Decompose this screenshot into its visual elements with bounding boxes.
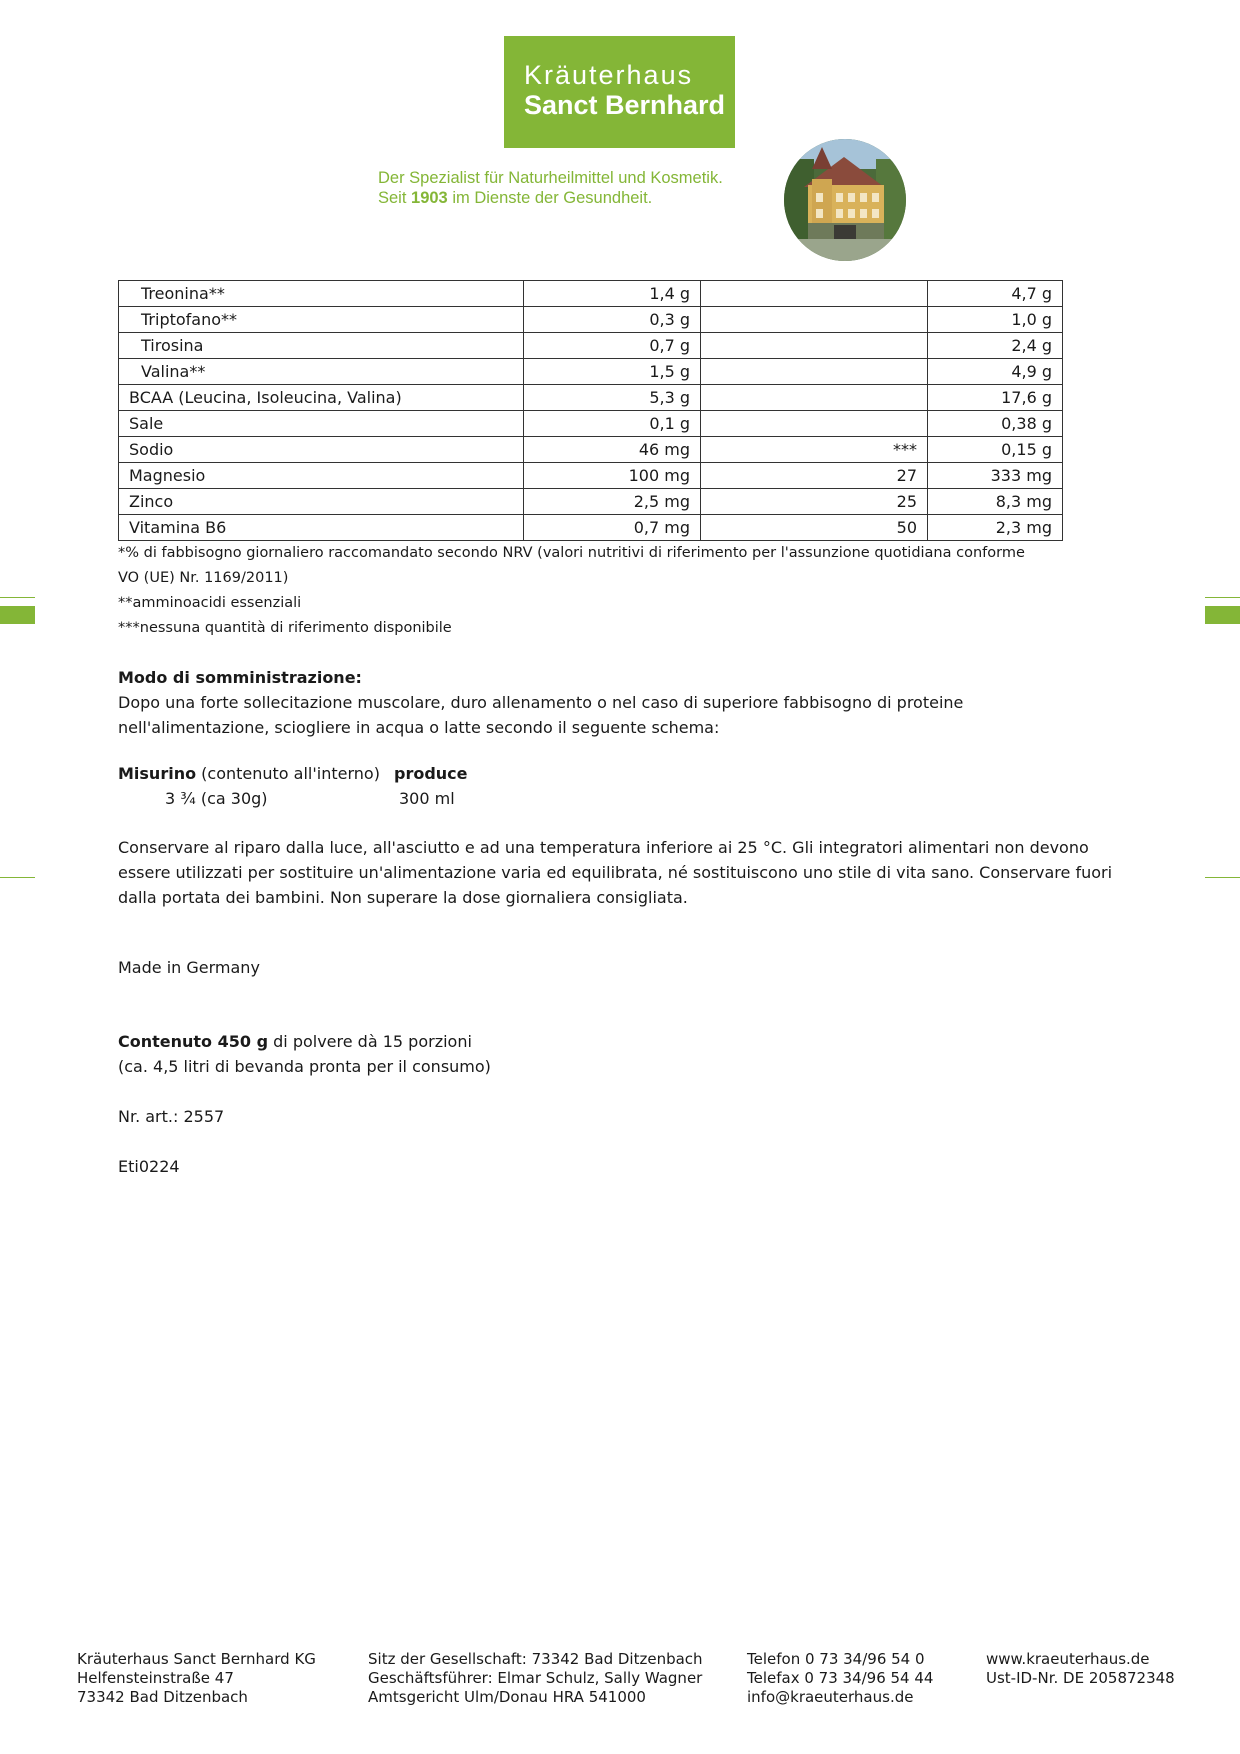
nutrient-name: Tirosina [119, 333, 524, 359]
table-row [119, 333, 1063, 359]
per-portion-value: 46 mg [524, 437, 701, 463]
storage-section [118, 835, 1112, 910]
tagline-line2: Seit 1903 im Dienste der Gesundheit. [378, 189, 653, 207]
brand-name-line2: Sanct Bernhard [524, 90, 726, 120]
nutrient-name: Vitamina B6 [119, 515, 524, 541]
nutrition-table [118, 280, 1063, 541]
nrv-value [701, 333, 928, 359]
nutrient-name: Magnesio [119, 463, 524, 489]
per-portion-value: 0,7 mg [524, 515, 701, 541]
article-number: Nr. art.: 2557 [118, 1107, 225, 1126]
contents-portions: di polvere dà 15 porzioni [268, 1032, 472, 1051]
per-portion-value: 5,3 g [524, 385, 701, 411]
scoop-note: (contenuto all'interno) [196, 764, 380, 783]
footnote-no-reference: ***nessuna quantità di riferimento disponibile [118, 620, 452, 636]
nutrient-name: Triptofano** [119, 307, 524, 333]
per-100g-value: 0,38 g [928, 411, 1063, 437]
founding-year: 1903 [411, 189, 448, 207]
table-row [119, 515, 1063, 541]
nrv-value: *** [701, 437, 928, 463]
right-marker-line [1205, 597, 1240, 598]
nutrient-name: Sodio [119, 437, 524, 463]
nrv-value [701, 281, 928, 307]
nutrient-name: Valina** [119, 359, 524, 385]
per-100g-value: 0,15 g [928, 437, 1063, 463]
nrv-value [701, 411, 928, 437]
per-100g-value: 2,3 mg [928, 515, 1063, 541]
table-row [119, 281, 1063, 307]
footer-contact [747, 1650, 933, 1707]
nrv-value: 25 [701, 489, 928, 515]
footer-company [77, 1650, 316, 1707]
footer-legal [368, 1650, 703, 1707]
administration-section [118, 665, 963, 740]
storage-line1: Conservare al riparo dalla luce, all'asciutto e ad una temperatura inferiore ai 25 °C. Gli integratori alimentari non devono [118, 838, 1089, 857]
produces-label: produce [394, 764, 468, 783]
administration-line1: Dopo una forte sollecitazione muscolare, duro allenamento o nel caso di superiore fabbisogno di proteine [118, 693, 964, 712]
left-marker-block [0, 606, 35, 624]
footer-email[interactable]: info@kraeuterhaus.de [747, 1688, 914, 1706]
nrv-value [701, 307, 928, 333]
storage-line2: essere utilizzati per sostituire un'alimentazione varia ed equilibrata, né sostituiscono uno stile di vita sano. Conservare fuori [118, 863, 1113, 882]
per-portion-value: 1,5 g [524, 359, 701, 385]
storage-line3: dalla portata dei bambini. Non superare la dose giornaliera consigliata. [118, 888, 688, 907]
nrv-value [701, 359, 928, 385]
left-marker-line [0, 597, 35, 598]
footer-registered-office: Sitz der Gesellschaft: 73342 Bad Ditzenbach [368, 1650, 703, 1668]
per-100g-value: 1,0 g [928, 307, 1063, 333]
per-portion-value: 0,7 g [524, 333, 701, 359]
footer-street: Helfensteinstraße 47 [77, 1669, 234, 1687]
produces-amount: 300 ml [399, 789, 455, 808]
label-code: Eti0224 [118, 1157, 180, 1176]
left-fold-line [0, 877, 35, 878]
footer-web [986, 1650, 1175, 1688]
administration-heading: Modo di somministrazione: [118, 668, 362, 687]
table-row [119, 437, 1063, 463]
nrv-value: 50 [701, 515, 928, 541]
footnote-nrv-line1: *% di fabbisogno giornaliero raccomandato secondo NRV (valori nutritivi di riferimento per l'assunzione quotidiana conforme [118, 545, 1025, 561]
footer-court-register: Amtsgericht Ulm/Donau HRA 541000 [368, 1688, 646, 1706]
origin: Made in Germany [118, 958, 260, 977]
table-row [119, 385, 1063, 411]
footer-managing-directors: Geschäftsführer: Elmar Schulz, Sally Wagner [368, 1669, 703, 1687]
per-100g-value: 4,7 g [928, 281, 1063, 307]
table-row [119, 463, 1063, 489]
per-portion-value: 0,1 g [524, 411, 701, 437]
brand-name-line1: Kräuterhaus [524, 60, 694, 90]
footer-city: 73342 Bad Ditzenbach [77, 1688, 248, 1706]
nrv-value [701, 385, 928, 411]
tagline [378, 168, 723, 208]
table-row [119, 307, 1063, 333]
footnote-essential: **amminoacidi essenziali [118, 595, 302, 611]
per-portion-value: 1,4 g [524, 281, 701, 307]
scoop-amount: 3 ¾ (ca 30g) [165, 789, 268, 808]
footer-company-name: Kräuterhaus Sanct Bernhard KG [77, 1650, 316, 1668]
brand-logo [504, 36, 735, 148]
per-portion-value: 2,5 mg [524, 489, 701, 515]
per-100g-value: 17,6 g [928, 385, 1063, 411]
nutrient-name: BCAA (Leucina, Isoleucina, Valina) [119, 385, 524, 411]
contents-amount: Contenuto 450 g [118, 1032, 269, 1051]
footer-fax: Telefax 0 73 34/96 54 44 [747, 1669, 934, 1687]
right-fold-line [1205, 877, 1240, 878]
footnotes [118, 541, 1025, 641]
right-marker-block [1205, 606, 1240, 624]
per-100g-value: 2,4 g [928, 333, 1063, 359]
dosage-schema [118, 761, 478, 811]
footer-website-link[interactable]: www.kraeuterhaus.de [986, 1650, 1150, 1668]
nutrient-name: Sale [119, 411, 524, 437]
per-100g-value: 8,3 mg [928, 489, 1063, 515]
contents-volume: (ca. 4,5 litri di bevanda pronta per il consumo) [118, 1057, 491, 1076]
per-portion-value: 100 mg [524, 463, 701, 489]
nutrient-name: Zinco [119, 489, 524, 515]
contents-section [118, 1029, 491, 1079]
nrv-value: 27 [701, 463, 928, 489]
table-row [119, 411, 1063, 437]
per-100g-value: 333 mg [928, 463, 1063, 489]
footer-phone: Telefon 0 73 34/96 54 0 [747, 1650, 925, 1668]
per-portion-value: 0,3 g [524, 307, 701, 333]
nutrient-name: Treonina** [119, 281, 524, 307]
building-photo [784, 139, 906, 261]
per-100g-value: 4,9 g [928, 359, 1063, 385]
footer-vat-id: Ust-ID-Nr. DE 205872348 [986, 1669, 1175, 1687]
tagline-line1: Der Spezialist für Naturheilmittel und Kosmetik. [378, 169, 723, 187]
scoop-label: Misurino [118, 764, 197, 783]
footnote-nrv-line2: VO (UE) Nr. 1169/2011) [118, 570, 289, 586]
table-row [119, 489, 1063, 515]
table-row [119, 359, 1063, 385]
administration-line2: nell'alimentazione, sciogliere in acqua o latte secondo il seguente schema: [118, 718, 720, 737]
